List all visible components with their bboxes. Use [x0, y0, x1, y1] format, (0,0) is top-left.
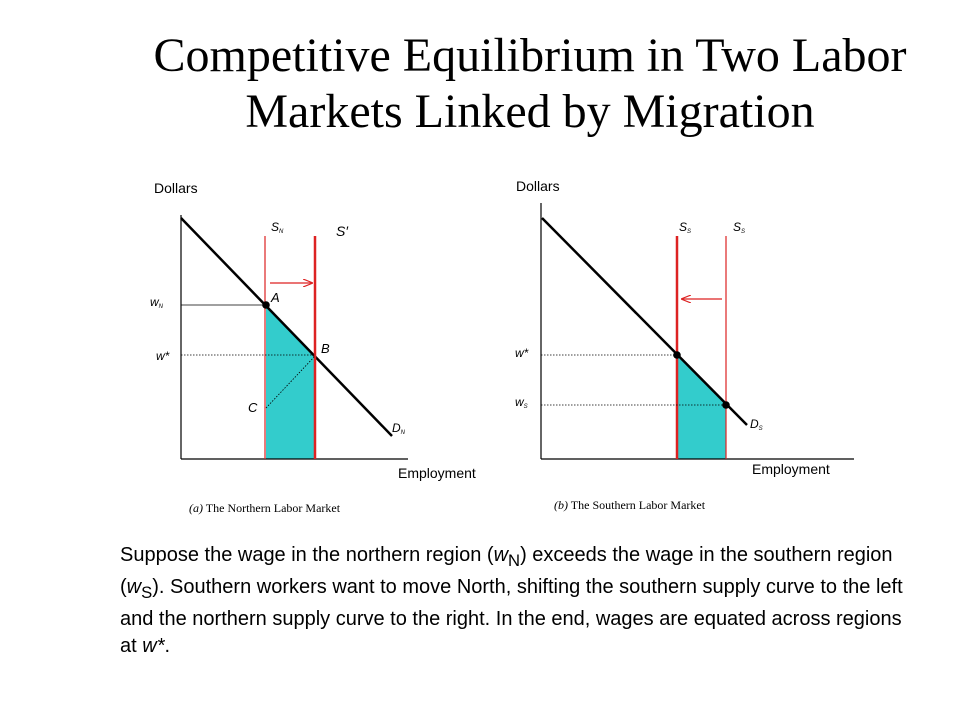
- caption-wage-n-sub: N: [508, 551, 521, 570]
- south-panel-caption: (b) The Southern Labor Market: [554, 498, 706, 512]
- south-new-supply-label: SS: [679, 220, 692, 235]
- explanation-text: [120, 542, 910, 660]
- north-point-b-label: B: [321, 341, 330, 356]
- south-eq-point-dot: [673, 351, 681, 359]
- south-shaded-area: [677, 355, 726, 459]
- caption-part-2: ) exceeds the wage in the southern region (: [120, 544, 893, 598]
- south-wage-s-label: wS: [515, 395, 528, 410]
- caption-wage-s-sub: S: [141, 583, 153, 602]
- north-point-a-label: A: [271, 290, 280, 305]
- caption-part-4: .: [164, 635, 171, 657]
- title-line-1: Competitive Equilibrium in Two Labor: [153, 29, 907, 82]
- caption-eq-wage: w*: [142, 635, 165, 657]
- north-demand-label: DN: [392, 421, 406, 436]
- north-point-c-label: C: [248, 400, 258, 415]
- caption-wage-n: w: [493, 544, 509, 566]
- south-eq-wage-label: w*: [515, 346, 529, 360]
- north-eq-wage-label: w*: [156, 349, 170, 363]
- north-wage-n-label: wN: [150, 295, 164, 310]
- north-point-a-dot: [262, 301, 270, 309]
- north-panel: [150, 180, 476, 515]
- title-line-2: Markets Linked by Migration: [245, 85, 815, 138]
- north-x-label: Employment: [398, 465, 476, 481]
- north-shaded-area: [266, 306, 315, 459]
- south-x-label: Employment: [752, 461, 830, 477]
- south-initial-point-dot: [722, 401, 730, 409]
- north-supply-label: SN: [271, 220, 284, 235]
- south-panel: [515, 178, 854, 512]
- south-y-label: Dollars: [516, 178, 560, 194]
- north-y-label: Dollars: [154, 180, 198, 196]
- south-demand-label: DS: [750, 417, 763, 432]
- caption-wage-s: w: [126, 576, 142, 598]
- south-demand-curve: [542, 218, 747, 425]
- north-new-supply-label: S′: [336, 223, 348, 239]
- north-panel-caption: (a) The Northern Labor Market: [189, 501, 341, 515]
- south-supply-label: SS: [733, 220, 746, 235]
- caption-part-3: ). Southern workers want to move North, shifting the southern supply curve to the left and the northern supply curve to the right. In the end, wages are equated across regions at: [120, 576, 903, 657]
- caption-part-1: Suppose the wage in the northern region (: [120, 544, 494, 566]
